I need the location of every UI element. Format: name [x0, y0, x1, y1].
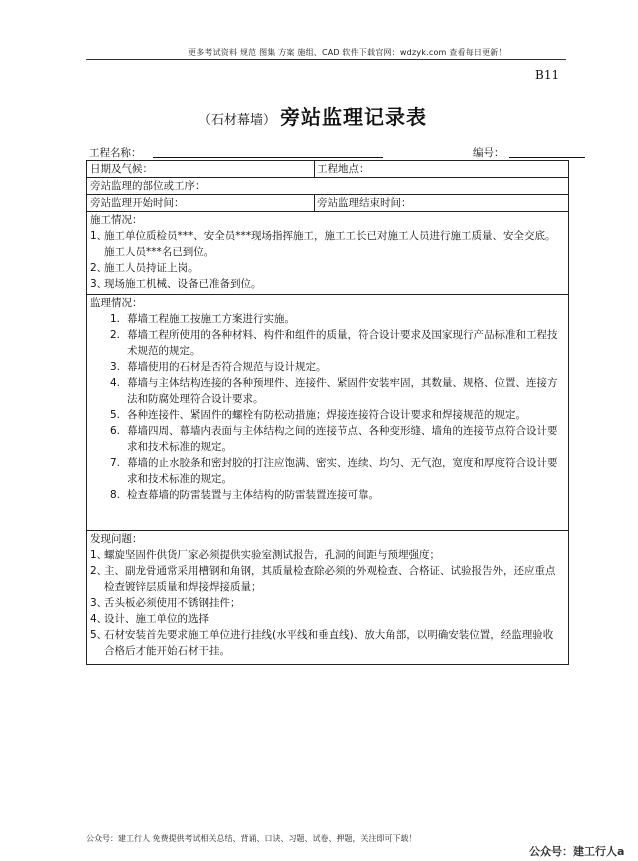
item-text: 各种连接件、紧固件的螺栓有防松动措施；焊接连接符合设计要求和焊接规范的规定。: [127, 409, 526, 421]
item-number: 2、: [90, 262, 108, 274]
start-time-cell[interactable]: 旁站监理开始时间：: [90, 197, 185, 209]
list-item: [90, 407, 562, 423]
item-text: 幕墙使用的石材是否符合规范与设计规定。: [127, 361, 327, 373]
item-text: 幕墙四周、幕墙内表面与主体结构之间的连接节点、各种变形缝、墙角的连接节点符合设计要求和技术标准的规定。: [127, 425, 558, 453]
project-name-label: 工程名称：: [89, 147, 142, 159]
list-item: [90, 260, 562, 276]
list-item: [90, 276, 562, 292]
item-text: 幕墙工程所使用的各种材料、构件和组件的质量，符合设计要求及国家现行产品标准和工程技术规范的规定。: [127, 329, 558, 357]
project-name-field[interactable]: [153, 157, 383, 158]
item-number: 1、: [90, 549, 108, 561]
meta-line: [89, 145, 569, 159]
supervision-content: [87, 295, 568, 503]
item-number: 3.: [110, 361, 121, 373]
end-time-cell[interactable]: 旁站监理结束时间：: [317, 197, 412, 209]
item-text: 主、副龙骨通常采用槽钢和角钢，其质量检查除必须的外观检查、合格证、试验报告外，还应重点检查镀锌层质量和焊接焊接质量；: [104, 565, 556, 593]
item-number: 6.: [110, 425, 121, 437]
item-number: 4、: [90, 613, 108, 625]
item-number: 1.: [110, 313, 121, 325]
list-item: [90, 547, 562, 563]
header-rule: [86, 59, 566, 60]
list-item: [90, 228, 562, 260]
issues-section: [87, 531, 568, 659]
list-item: [90, 455, 562, 487]
list-item: [90, 487, 562, 503]
item-text: 幕墙与主体结构连接的各种预埋件、连接件、紧固件安装牢固，其数量、规格、位置、连接方法和防腐处理符合设计要求。: [127, 377, 558, 405]
list-item: [90, 327, 562, 359]
item-text: 幕墙工程施工按施工方案进行实施。: [127, 313, 295, 325]
footer-note: 公众号：建工行人 免费提供考试相关总结、背诵、口诀、习题、试卷、押题，关注即可下载！: [86, 834, 417, 843]
title-subtitle: （石材幕墙）: [198, 113, 277, 128]
location-cell[interactable]: 工程地点：: [317, 163, 370, 175]
number-field[interactable]: [509, 157, 585, 158]
supervision-title: 监理情况：: [90, 297, 143, 309]
list-item: [90, 311, 562, 327]
list-item: [90, 423, 562, 455]
item-text: 检查幕墙的防雷装置与主体结构的防雷装置连接可靠。: [127, 489, 379, 501]
item-number: 7.: [110, 457, 121, 469]
list-item: [90, 611, 562, 627]
part-process-cell[interactable]: 旁站监理的部位或工序：: [90, 180, 206, 192]
supervision-section: [87, 295, 568, 531]
item-text: 螺旋坚固件供货厂家必须提供实验室测试报告，孔洞的间距与预埋强度；: [104, 549, 440, 561]
list-item: [90, 563, 562, 595]
item-number: 2、: [90, 565, 108, 577]
record-form: [86, 160, 569, 665]
item-number: 8.: [110, 489, 121, 501]
item-number: 2.: [110, 329, 121, 341]
header-note: 更多考试资料 规范 图集 方案 施组、CAD 软件下载官网：wdzyk.com 查看每日更新！: [188, 48, 507, 57]
list-item: [90, 359, 562, 375]
item-number: 3、: [90, 278, 108, 290]
item-text: 幕墙的止水胶条和密封胶的打注应饱满、密实、连续、均匀、无气泡，宽度和厚度符合设计要求和技术标准的规定。: [127, 457, 558, 485]
item-text: 施工单位质检员***、安全员***现场指挥施工，施工工长已对施工人员进行施工质量、安全交底。施工人员***名已到位。: [104, 230, 556, 258]
title-main: 旁站监理记录表: [280, 105, 428, 129]
construction-content: [87, 212, 568, 292]
page-title: [198, 101, 427, 130]
item-text: 石材安装首先要求施工单位进行挂线(水平线和垂直线)、放大角部，以明确安装位置，经监理验收合格后才能开始石材干挂。: [104, 629, 554, 657]
date-weather-cell[interactable]: 日期及气候：: [90, 163, 153, 175]
row-part-process: [87, 178, 568, 195]
construction-section: [87, 212, 568, 295]
item-number: 1、: [90, 230, 108, 242]
watermark: 公众号：建工行人a: [529, 845, 625, 858]
construction-title: 施工情况：: [90, 214, 143, 226]
list-item: [90, 375, 562, 407]
item-text: 设计、施工单位的选择: [104, 613, 209, 625]
row-date-location: [87, 161, 568, 178]
item-text: 施工人员持证上岗。: [104, 262, 199, 274]
item-text: 现场施工机械、设备已准备到位。: [104, 278, 262, 290]
form-code: B11: [535, 68, 560, 82]
number-label: 编号：: [473, 147, 505, 159]
list-item: [90, 627, 562, 659]
item-number: 5.: [110, 409, 121, 421]
item-number: 3、: [90, 597, 108, 609]
item-number: 5、: [90, 629, 108, 641]
row-times: [87, 195, 568, 212]
list-item: [90, 595, 562, 611]
issues-title: 发现问题：: [90, 533, 143, 545]
item-text: 舌头板必须使用不锈钢挂件；: [104, 597, 241, 609]
item-number: 4.: [110, 377, 121, 389]
